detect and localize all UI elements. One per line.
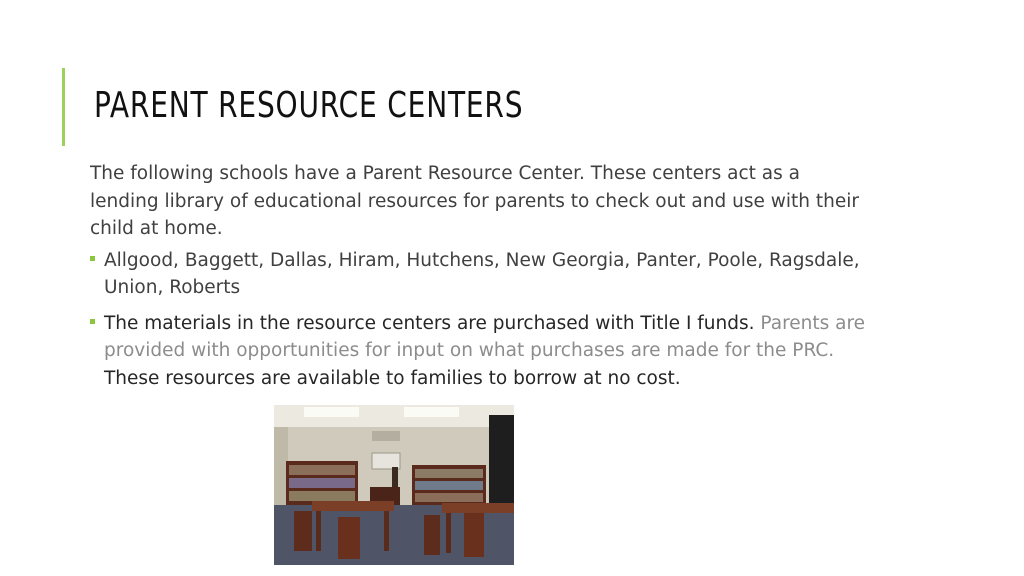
bullet-text-input: Parents are provided with opportunities for input on what purchases are made for the PRC.: [104, 312, 866, 361]
square-bullet-icon: [90, 319, 95, 324]
slide-title: PARENT RESOURCE CENTERS: [94, 85, 524, 126]
bullet-item-schools: [90, 247, 870, 302]
bullet-text-schools: Allgood, Baggett, Dallas, Hiram, Hutchens, New Georgia, Panter, Poole, Ragsdale, Union, Roberts: [104, 249, 860, 298]
bullet-text-funding: The materials in the resource centers are purchased with Title I funds.: [104, 312, 755, 334]
title-accent-bar: [62, 68, 65, 146]
bullet-item-materials: [90, 310, 870, 393]
slide-content: [90, 160, 870, 400]
bullet-text-borrow: These resources are available to families to borrow at no cost.: [104, 367, 681, 389]
bullet-list: [90, 247, 870, 393]
resource-center-photo: [274, 405, 514, 565]
intro-paragraph: The following schools have a Parent Resource Center. These centers act as a lending library of educational resources for parents to check out and use with their child at home.: [90, 163, 859, 239]
square-bullet-icon: [90, 256, 95, 261]
